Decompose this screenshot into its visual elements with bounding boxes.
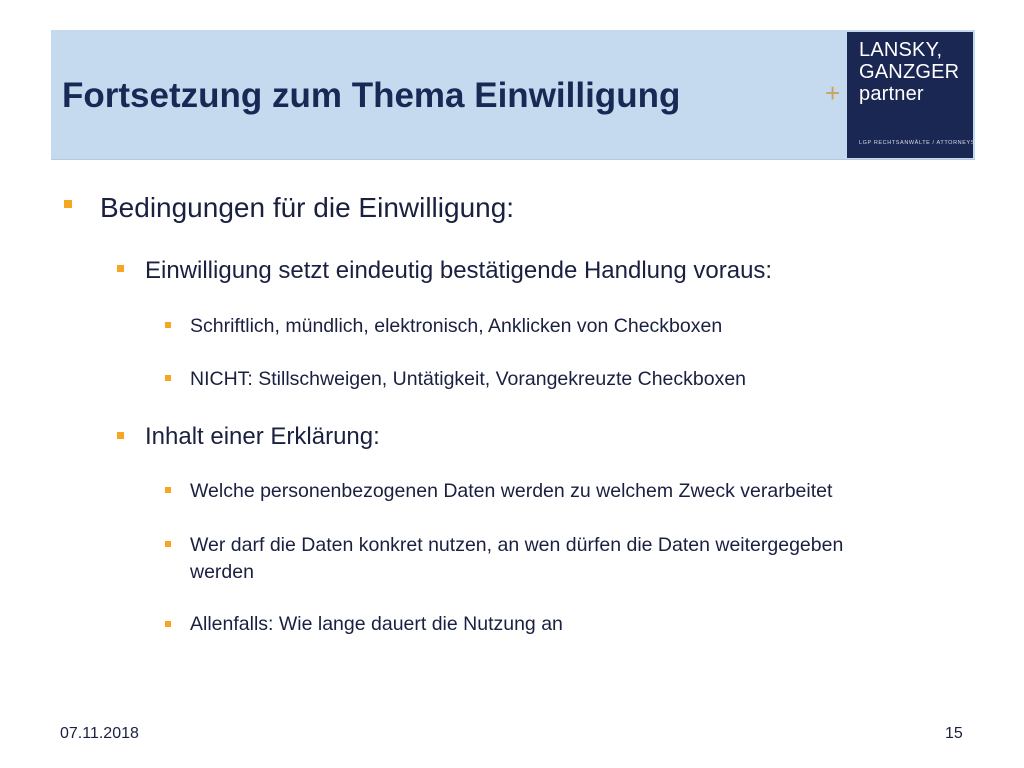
main-heading: Bedingungen für die Einwilligung: xyxy=(100,192,515,223)
page-number: 15 xyxy=(945,725,963,742)
list-item: Wer darf die Daten konkret nutzen, an wen dürfen die Daten weitergegeben xyxy=(190,534,844,556)
list-item: Allenfalls: Wie lange dauert die Nutzung an xyxy=(190,613,563,635)
square-bullet-icon xyxy=(165,322,171,328)
logo-line-2: GANZGER xyxy=(859,61,960,83)
footer-date: 07.11.2018 xyxy=(60,725,139,742)
square-bullet-icon xyxy=(165,541,171,547)
logo-line-1: LANSKY, xyxy=(859,39,943,61)
list-item: Schriftlich, mündlich, elektronisch, Anklicken von Checkboxen xyxy=(190,315,723,337)
logo-plus-icon: + xyxy=(825,78,841,108)
section-label-1: Einwilligung setzt eindeutig bestätigende Handlung voraus: xyxy=(145,257,773,284)
square-bullet-icon xyxy=(165,621,171,627)
logo-tagline: LGP RECHTSANWÄLTE / ATTORNEYS xyxy=(859,140,976,146)
square-bullet-icon xyxy=(165,487,171,493)
company-logo xyxy=(847,32,976,158)
square-bullet-icon xyxy=(64,200,72,208)
square-bullet-icon xyxy=(165,375,171,381)
square-bullet-icon xyxy=(117,432,124,439)
section-label-2: Inhalt einer Erklärung: xyxy=(145,423,380,450)
logo-line-3: partner xyxy=(859,83,924,105)
list-item: NICHT: Stillschweigen, Untätigkeit, Vorangekreuzte Checkboxen xyxy=(190,368,747,390)
square-bullet-icon xyxy=(117,265,124,272)
list-item: Welche personenbezogenen Daten werden zu welchem Zweck verarbeitet xyxy=(190,480,833,502)
list-item-continuation: werden xyxy=(190,561,254,583)
slide-title: Fortsetzung zum Thema Einwilligung xyxy=(62,76,681,115)
